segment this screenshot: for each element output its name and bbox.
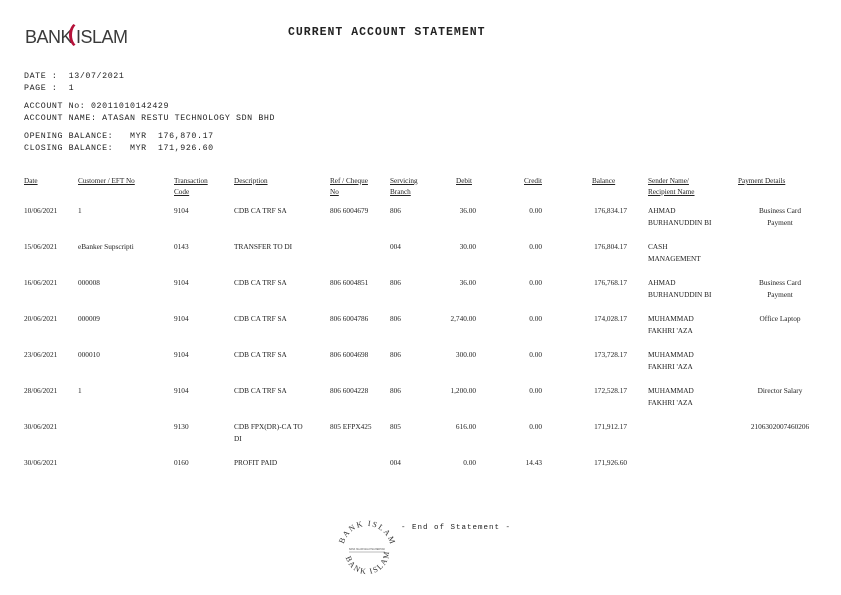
cell-date-text: 20/06/2021: [24, 314, 58, 323]
cell-pay: [732, 277, 828, 301]
cell-debit-text: 0.00: [463, 458, 476, 467]
cell-balance: [576, 313, 627, 325]
account-no-label: ACCOUNT No:: [24, 102, 86, 111]
cell-debit: [436, 205, 476, 217]
cell-branch-text: 004: [390, 458, 401, 467]
cell-pay1-text: Office Laptop: [759, 314, 801, 323]
cell-pay1-text: 2106302007460206: [750, 422, 810, 431]
cell-credit: [506, 421, 542, 433]
cell-branch: [390, 241, 420, 253]
header-ref: [330, 176, 368, 198]
closing-label: CLOSING BALANCE:: [24, 144, 114, 153]
page-value: 1: [68, 84, 75, 93]
header-balance: Balance: [592, 177, 616, 185]
cell-branch-text: 805: [390, 422, 401, 431]
header-sender: [648, 176, 695, 198]
cell-date-text: 10/06/2021: [24, 206, 58, 215]
opening-currency: MYR: [130, 132, 147, 141]
cell-desc1-text: PROFIT PAID: [234, 458, 278, 467]
cell-code: [174, 457, 214, 469]
cell-pay: [732, 313, 828, 325]
cell-ref: [330, 277, 390, 289]
cell-date: [24, 205, 84, 217]
cell-code-text: 0160: [174, 458, 189, 467]
meta-page: [24, 84, 74, 93]
cell-code-text: 9104: [174, 350, 189, 359]
cell-sender1-text: AHMAD: [648, 278, 676, 287]
header-txn-code-line1: Transaction: [174, 177, 208, 185]
cell-branch: [390, 421, 420, 433]
cell-debit: [436, 349, 476, 361]
cell-balance: [576, 421, 627, 433]
cell-debit-text: 1,200.00: [450, 386, 476, 395]
cell-branch-text: 004: [390, 242, 401, 251]
cell-code: [174, 385, 214, 397]
cell-balance-text: 174,028.17: [594, 314, 627, 323]
cell-desc1-text: CDB CA TRF SA: [234, 206, 287, 215]
header-txn-code-line2: Code: [174, 188, 190, 196]
cell-ref-text: 806 6004679: [330, 206, 369, 215]
cell-date-text: 23/06/2021: [24, 350, 58, 359]
cell-customer-text: 000009: [78, 314, 100, 323]
cell-debit: [436, 457, 476, 469]
cell-ref-text: 806 6004786: [330, 314, 369, 323]
cell-sender1-text: MUHAMMAD: [648, 314, 694, 323]
cell-customer-text: 1: [78, 386, 82, 395]
cell-balance-text: 176,804.17: [594, 242, 627, 251]
cell-branch: [390, 349, 420, 361]
cell-date: [24, 241, 84, 253]
cell-debit-text: 300.00: [455, 350, 476, 359]
cell-desc1-text: TRANSFER TO DI: [234, 242, 293, 251]
cell-credit: [506, 385, 542, 397]
cell-debit-text: 616.00: [455, 422, 476, 431]
cell-date-text: 28/06/2021: [24, 386, 58, 395]
cell-sender: [648, 313, 736, 337]
cell-pay: [732, 385, 828, 397]
cell-pay1-text: Business Card: [759, 278, 801, 287]
cell-ref-text: 806 6004228: [330, 386, 369, 395]
cell-customer-text: 000010: [78, 350, 100, 359]
cell-branch-text: 806: [390, 386, 401, 395]
header-ref-line2: No: [330, 188, 339, 196]
meta-account-name: [24, 114, 275, 123]
cell-debit: [436, 421, 476, 433]
meta-opening: [24, 132, 214, 141]
cell-ref-text: 806 6004851: [330, 278, 369, 287]
cell-branch-text: 806: [390, 206, 401, 215]
cell-desc: [234, 349, 328, 361]
cell-sender2-text: MANAGEMENT: [648, 254, 701, 263]
cell-credit: [506, 205, 542, 217]
header-ref-line1: Ref / Cheque: [330, 177, 368, 185]
cell-balance: [576, 241, 627, 253]
cell-ref: [330, 385, 390, 397]
cell-customer: [78, 277, 172, 289]
cell-sender: [648, 277, 736, 301]
cell-debit-text: 36.00: [459, 206, 476, 215]
cell-date: [24, 313, 84, 325]
cell-balance: [576, 277, 627, 289]
cell-debit-text: 36.00: [459, 278, 476, 287]
cell-ref: [330, 421, 390, 433]
header-txn-code: [174, 176, 208, 198]
cell-desc1-text: CDB CA TRF SA: [234, 278, 287, 287]
header-description: Description: [234, 177, 268, 185]
opening-label: OPENING BALANCE:: [24, 132, 114, 141]
cell-code: [174, 349, 214, 361]
cell-branch-text: 806: [390, 350, 401, 359]
header-branch: [390, 176, 418, 198]
cell-date-text: 16/06/2021: [24, 278, 58, 287]
header-sender-line1: Sender Name/: [648, 177, 689, 185]
cell-customer-text: 1: [78, 206, 82, 215]
account-name-label: ACCOUNT NAME:: [24, 114, 97, 123]
cell-date-text: 30/06/2021: [24, 458, 58, 467]
cell-debit: [436, 241, 476, 253]
header-date: Date: [24, 177, 38, 185]
cell-pay1-text: Business Card: [759, 206, 801, 215]
cell-debit: [436, 313, 476, 325]
cell-balance-text: 171,926.60: [594, 458, 627, 467]
cell-branch: [390, 277, 420, 289]
cell-credit-text: 0.00: [529, 206, 542, 215]
cell-credit: [506, 457, 542, 469]
header-credit: Credit: [524, 177, 542, 185]
cell-credit: [506, 277, 542, 289]
cell-customer: [78, 385, 172, 397]
cell-date: [24, 277, 84, 289]
header-branch-line1: Servicing: [390, 177, 418, 185]
closing-balance: 171,926.60: [157, 144, 214, 153]
cell-sender2-text: FAKHRI 'AZA: [648, 362, 693, 371]
cell-desc: [234, 421, 328, 445]
cell-sender2-text: BURHANUDDIN BI: [648, 290, 712, 299]
cell-credit-text: 0.00: [529, 422, 542, 431]
cell-desc: [234, 277, 328, 289]
page-label: PAGE :: [24, 84, 58, 93]
header-payment: Payment Details: [738, 177, 786, 185]
cell-credit-text: 0.00: [529, 350, 542, 359]
cell-sender1-text: MUHAMMAD: [648, 386, 694, 395]
cell-credit-text: 0.00: [529, 386, 542, 395]
cell-desc: [234, 313, 328, 325]
cell-credit-text: 0.00: [529, 314, 542, 323]
cell-sender2-text: FAKHRI 'AZA: [648, 326, 693, 335]
cell-ref: [330, 313, 390, 325]
cell-ref: [330, 205, 390, 217]
end-of-statement: - End of Statement -: [401, 524, 512, 532]
cell-code-text: 9104: [174, 206, 189, 215]
account-name-value: ATASAN RESTU TECHNOLOGY SDN BHD: [102, 114, 276, 123]
cell-sender2-text: FAKHRI 'AZA: [648, 398, 693, 407]
opening-balance: 176,870.17: [157, 132, 214, 141]
cell-date-text: 15/06/2021: [24, 242, 58, 251]
stamp-middle-text: BANK ISLAM MALAYSIA BERHAD: [349, 549, 385, 551]
header-customer: Customer / EFT No: [78, 177, 135, 185]
cell-date: [24, 349, 84, 361]
cell-code-text: 9104: [174, 386, 189, 395]
cell-branch: [390, 385, 420, 397]
date-label: DATE :: [24, 72, 58, 81]
logo-text-left: BANK: [25, 27, 73, 47]
cell-desc: [234, 205, 328, 217]
cell-debit-text: 2,740.00: [450, 314, 476, 323]
cell-sender1-text: AHMAD: [648, 206, 676, 215]
cell-branch: [390, 205, 420, 217]
cell-date: [24, 385, 84, 397]
header-branch-line2: Branch: [390, 188, 411, 196]
cell-ref-text: 805 EFPX425: [330, 422, 372, 431]
cell-pay1-text: Director Salary: [757, 386, 803, 395]
cell-desc2-text: DI: [234, 434, 242, 443]
cell-balance-text: 171,912.17: [594, 422, 627, 431]
cell-balance-text: 176,768.17: [594, 278, 627, 287]
cell-credit: [506, 313, 542, 325]
cell-branch: [390, 313, 420, 325]
cell-branch: [390, 457, 420, 469]
header-sender-line2: Recipient Name: [648, 188, 695, 196]
cell-debit: [436, 385, 476, 397]
cell-sender: [648, 349, 736, 373]
cell-sender: [648, 385, 736, 409]
meta-date: [24, 72, 124, 81]
stamp-bottom-text: BANK ISLAM: [343, 549, 392, 577]
cell-pay: [732, 421, 828, 433]
statement-title: CURRENT ACCOUNT STATEMENT: [288, 26, 486, 39]
cell-code-text: 0143: [174, 242, 189, 251]
logo-text-right: ISLAM: [76, 27, 128, 47]
date-value: 13/07/2021: [68, 72, 125, 81]
cell-desc: [234, 457, 328, 469]
cell-code-text: 9130: [174, 422, 189, 431]
cell-date-text: 30/06/2021: [24, 422, 58, 431]
cell-balance-text: 176,834.17: [594, 206, 627, 215]
cell-credit-text: 0.00: [529, 278, 542, 287]
meta-closing: [24, 144, 214, 153]
cell-balance: [576, 205, 627, 217]
bank-stamp: [333, 514, 401, 582]
cell-code: [174, 421, 214, 433]
cell-code: [174, 277, 214, 289]
bank-logo: [25, 27, 128, 48]
cell-desc: [234, 385, 328, 397]
cell-customer: [78, 313, 172, 325]
cell-sender1-text: CASH: [648, 242, 668, 251]
cell-date: [24, 421, 84, 433]
cell-ref-text: 806 6004698: [330, 350, 369, 359]
cell-debit: [436, 277, 476, 289]
cell-sender2-text: BURHANUDDIN BI: [648, 218, 712, 227]
cell-credit-text: 0.00: [529, 242, 542, 251]
cell-code: [174, 241, 214, 253]
cell-credit: [506, 241, 542, 253]
cell-desc: [234, 241, 328, 253]
cell-code-text: 9104: [174, 278, 189, 287]
meta-account-no: [24, 102, 169, 111]
cell-debit-text: 30.00: [459, 242, 476, 251]
cell-code: [174, 313, 214, 325]
cell-branch-text: 806: [390, 278, 401, 287]
cell-pay: [732, 205, 828, 229]
cell-ref: [330, 349, 390, 361]
cell-desc1-text: CDB CA TRF SA: [234, 350, 287, 359]
logo-crescent-icon: [69, 21, 92, 49]
cell-credit-text: 14.43: [525, 458, 542, 467]
cell-sender: [648, 241, 736, 265]
cell-balance-text: 172,528.17: [594, 386, 627, 395]
cell-code-text: 9104: [174, 314, 189, 323]
cell-customer-text: 000008: [78, 278, 100, 287]
cell-desc1-text: CDB CA TRF SA: [234, 314, 287, 323]
cell-customer: [78, 241, 172, 253]
cell-balance: [576, 349, 627, 361]
cell-customer-text: eBanker Supscripti: [78, 242, 134, 251]
cell-branch-text: 806: [390, 314, 401, 323]
cell-sender1-text: MUHAMMAD: [648, 350, 694, 359]
stamp-top-text: BANK ISLAM: [337, 518, 398, 547]
cell-sender: [648, 205, 736, 229]
closing-currency: MYR: [130, 144, 147, 153]
cell-desc1-text: CDB FPX(DR)-CA TO: [234, 422, 303, 431]
header-debit: Debit: [456, 177, 472, 185]
cell-customer: [78, 349, 172, 361]
cell-customer: [78, 205, 172, 217]
cell-balance-text: 173,728.17: [594, 350, 627, 359]
cell-balance: [576, 457, 627, 469]
cell-credit: [506, 349, 542, 361]
cell-desc1-text: CDB CA TRF SA: [234, 386, 287, 395]
cell-pay2-text: Payment: [767, 218, 793, 227]
cell-pay2-text: Payment: [767, 290, 793, 299]
account-no-value: 02011010142429: [90, 102, 170, 111]
cell-code: [174, 205, 214, 217]
cell-date: [24, 457, 84, 469]
cell-balance: [576, 385, 627, 397]
